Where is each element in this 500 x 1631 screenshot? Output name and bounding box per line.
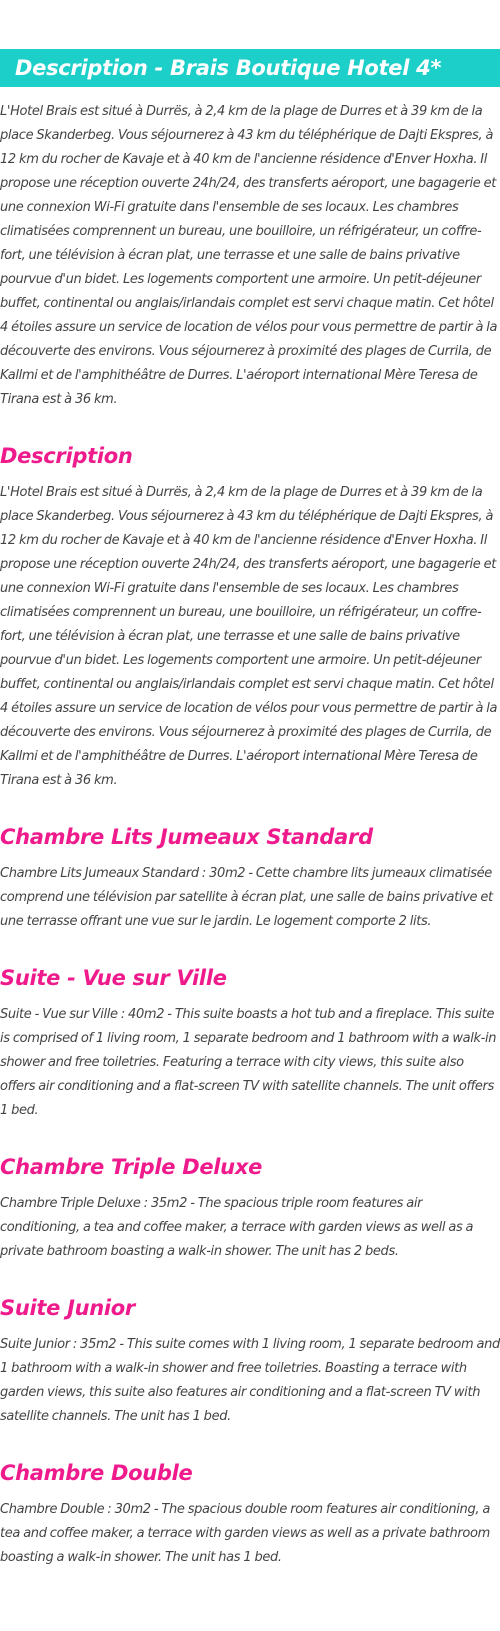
section-suite-city-view	[0, 963, 500, 1123]
intro-description-text: L'Hotel Brais est situé à Durrës, à 2,4 km de la plage de Durres et à 39 km de la place Skanderbeg. Vous séjournerez à 43 km du téléphérique de Dajti Ekspres, à 12 km du rocher de Kavaje et à 40 km de l'ancienne résidence d'Enver Hoxha. Il propose une réception ouverte 24h/24, des transferts aéroport, une bagagerie et une connexion Wi-Fi gratuite dans l'ensemble de ses locaux. Les chambres climatisées comprennent un bureau, une bouilloire, un réfrigérateur, un coffre-fort, une télévision à écran plat, une terrasse et une salle de bains privative pourvue d'un bidet. Les logements comportent une armoire. Un petit-déjeuner buffet, continental ou anglais/irlandais complet est servi chaque matin. Cet hôtel 4 étoiles assure un service de location de vélos pour vous permettre de partir à la découverte des environs. Vous séjournerez à proximité des plages de Currila, de Kallmi et de l'amphithéâtre de Durres. L'aéroport international Mère Teresa de Tirana est à 36 km.	[0, 104, 498, 407]
hotel-title: Description - Brais Boutique Hotel 4*	[15, 56, 442, 80]
section-title-room-twin-standard: Chambre Lits Jumeaux Standard	[0, 825, 373, 849]
section-text-suite-city-view: Suite - Vue sur Ville : 40m2 - This suite boasts a hot tub and a fireplace. This suite is comprised of 1 living room, 1 separate bedroom and 1 bathroom with a walk-in shower and free toiletries. Featuring a terrace with city views, this suite also offers air conditioning and a flat-screen TV with satellite channels. The unit offers 1 bed.	[0, 1007, 497, 1118]
section-title-description: Description	[0, 444, 133, 468]
section-title-suite-junior: Suite Junior	[0, 1296, 135, 1320]
section-title-room-triple-deluxe: Chambre Triple Deluxe	[0, 1155, 263, 1179]
section-text-description: L'Hotel Brais est situé à Durrës, à 2,4 km de la plage de Durres et à 39 km de la place Skanderbeg. Vous séjournerez à 43 km du téléphérique de Dajti Ekspres, à 12 km du rocher de Kavaje et à 40 km de l'ancienne résidence d'Enver Hoxha. Il propose une réception ouverte 24h/24, des transferts aéroport, une bagagerie et une connexion Wi-Fi gratuite dans l'ensemble de ses locaux. Les chambres climatisées comprennent un bureau, une bouilloire, un réfrigérateur, un coffre-fort, une télévision à écran plat, une terrasse et une salle de bains privative pourvue d'un bidet. Les logements comportent une armoire. Un petit-déjeuner buffet, continental ou anglais/irlandais complet est servi chaque matin. Cet hôtel 4 étoiles assure un service de location de vélos pour vous permettre de partir à la découverte des environs. Vous séjournerez à proximité des plages de Currila, de Kallmi et de l'amphithéâtre de Durres. L'aéroport international Mère Teresa de Tirana est à 36 km.	[0, 485, 498, 788]
section-text-room-double: Chambre Double : 30m2 - The spacious double room features air conditioning, a tea and coffee maker, a terrace with garden views as well as a private bathroom boasting a walk-in shower. The unit has 1 bed.	[0, 1502, 490, 1565]
section-title-room-double: Chambre Double	[0, 1461, 193, 1485]
section-text-room-twin-standard: Chambre Lits Jumeaux Standard : 30m2 - Cette chambre lits jumeaux climatisée comprend une télévision par satellite à écran plat, une salle de bains privative et une terrasse offrant une vue sur le jardin. Le logement comporte 2 lits.	[0, 866, 493, 929]
section-text-suite-junior: Suite Junior : 35m2 - This suite comes with 1 living room, 1 separate bedroom and 1 bathroom with a walk-in shower and free toiletries. Boasting a terrace with garden views, this suite also features air conditioning and a flat-screen TV with satellite channels. The unit has 1 bed.	[0, 1337, 500, 1424]
section-suite-junior	[0, 1293, 500, 1429]
description-content	[0, 100, 500, 1570]
section-room-twin-standard	[0, 822, 500, 934]
section-title-suite-city-view: Suite - Vue sur Ville	[0, 966, 227, 990]
section-description	[0, 441, 500, 793]
section-text-room-triple-deluxe: Chambre Triple Deluxe : 35m2 - The spacious triple room features air conditioning, a tea and coffee maker, a terrace with garden views as well as a private bathroom boasting a walk-in shower. The unit has 2 beds.	[0, 1196, 474, 1259]
section-room-double	[0, 1458, 500, 1570]
section-room-triple-deluxe	[0, 1152, 500, 1264]
hotel-title-banner	[0, 49, 500, 87]
